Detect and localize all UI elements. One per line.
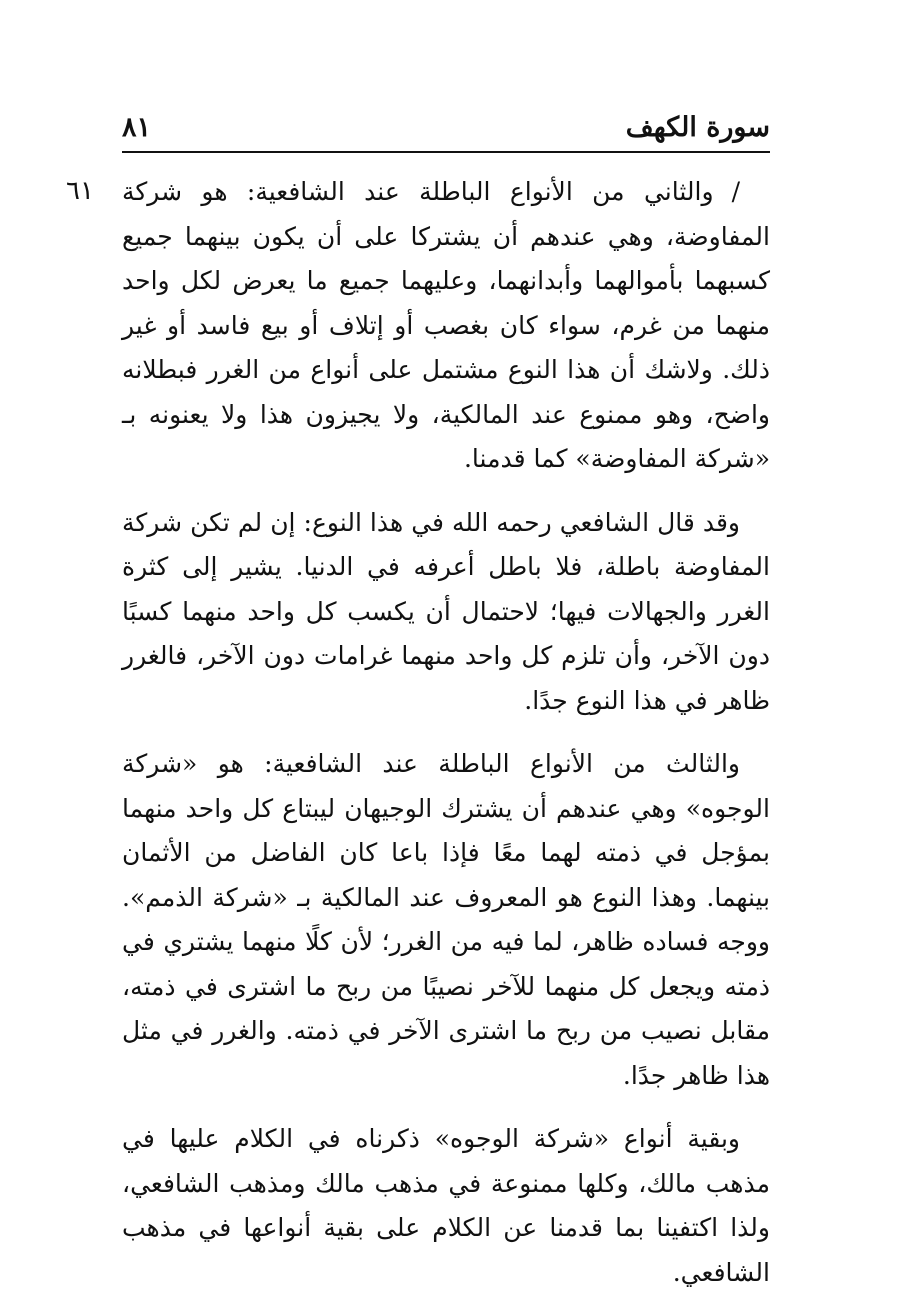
body-text bbox=[122, 170, 770, 1314]
paragraph-1 bbox=[122, 170, 770, 482]
paragraph-3: والثالث من الأنواع الباطلة عند الشافعية: هو «شركة الوجوه» وهي عندهم أن يشترك الوجيهان ليبتاع كل واحد منهما بمؤجل في ذمته لهما معًا فإذا باعا كان الفاضل من الأثمان بينهما. وهذا النوع هو المعروف عند المالكية بـ «شركة الذمم». ووجه فساده ظاهر، لما فيه من الغرر؛ لأن كلًا منهما يشتري في ذمته ويجعل كل منهما للآخر نصيبًا من ربح ما اشترى في ذمته، مقابل نصيب من ربح ما اشترى الآخر في ذمته. والغرر في مثل هذا ظاهر جدًا. bbox=[122, 749, 770, 1090]
paragraph-1-text: والثاني من الأنواع الباطلة عند الشافعية: هو شركة المفاوضة، وهي عندهم أن يشتركا على أن يكون بينهما جميع كسبهما بأموالهما وأبدانهما، وعليهما جميع ما يعرض لكل واحد منهما من غرم، سواء كان بغصب أو إتلاف أو بيع فاسد أو غير ذلك. ولاشك أن هذا النوع مشتمل على أنواع من الغرر فبطلانه واضح، وهو ممنوع عند المالكية، ولا يجيزون هذا ولا يعنونه بـ «شركة المفاوضة» كما قدمنا. bbox=[122, 177, 770, 473]
header-divider bbox=[122, 151, 770, 153]
surah-title: سورة الكهف bbox=[625, 112, 770, 143]
paragraph-2: وقد قال الشافعي رحمه الله في هذا النوع: إن لم تكن شركة المفاوضة باطلة، فلا باطل أعرفه في الدنيا. يشير إلى كثرة الغرر والجهالات فيها؛ لاحتمال أن يكسب كل واحد منهما كسبًا دون الآخر، وأن تلزم كل واحد منهما غرامات دون الآخر، فالغرر ظاهر في هذا النوع جدًا. bbox=[122, 507, 770, 715]
paragraph-4: وبقية أنواع «شركة الوجوه» ذكرناه في الكلام عليها في مذهب مالك، وكلها ممنوعة في مذهب مالك ومذهب الشافعي، ولذا اكتفينا بما قدمنا عن الكلام على بقية أنواعها في مذهب الشافعي. bbox=[122, 1124, 770, 1287]
margin-page-marker: ٦١ bbox=[66, 176, 94, 206]
page-break-marker: / bbox=[731, 177, 740, 206]
page-number: ٨١ bbox=[122, 112, 152, 143]
page-header bbox=[122, 106, 770, 152]
